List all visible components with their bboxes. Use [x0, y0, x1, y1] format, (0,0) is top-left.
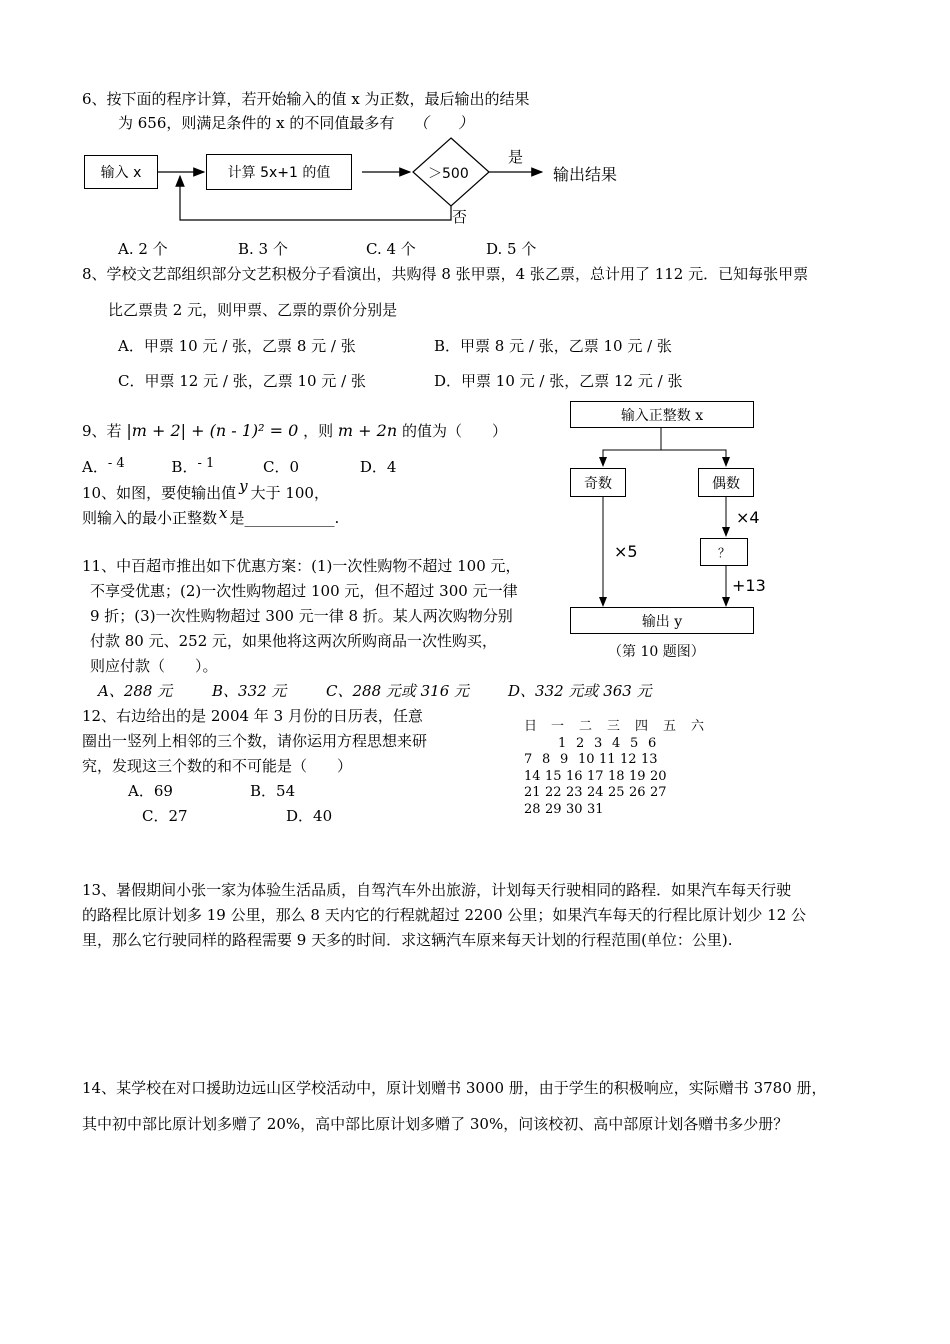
q9-prefix: 9、若: [82, 422, 122, 440]
q13-line1: 13、暑假期间小张一家为体验生活品质，自驾汽车外出旅游，计划每天行驶相同的路程．如果汽车每天行驶: [82, 881, 792, 899]
q8-line2: 比乙票贵 2 元，则甲票、乙票的票价分别是: [108, 301, 398, 319]
q8-option-b: B．甲票 8 元 / 张，乙票 10 元 / 张: [434, 337, 672, 355]
calendar-day: 9: [560, 752, 569, 767]
q6-flow-output-text: 输出结果: [553, 165, 618, 184]
q12-option-a: A．69: [128, 782, 173, 800]
calendar-header-sun: 日: [524, 719, 538, 734]
calendar-week-4: [524, 785, 719, 802]
q9-option-d: D．4: [359, 458, 397, 476]
q9-mid: ，则: [303, 422, 334, 440]
q10-line2-b: 是____________.: [229, 509, 340, 527]
calendar-day: 26: [629, 785, 646, 800]
calendar-day: 17: [587, 768, 604, 784]
calendar-day: 18: [608, 768, 625, 784]
q9-option-b-label: B．: [171, 458, 198, 476]
calendar-day: 28: [524, 801, 541, 817]
calendar-day: 21: [524, 785, 541, 800]
q10-arrow-to-even: [661, 450, 726, 466]
q6-flow-yes-label: 是: [508, 148, 524, 166]
q12-line3: 究，发现这三个数的和不可能是（ ）: [82, 757, 353, 775]
calendar-day: 6: [648, 735, 657, 751]
calendar-header-mon: 一: [551, 719, 565, 734]
q10-flow-odd-box: 奇数: [570, 468, 626, 497]
calendar-header-sat: 六: [691, 719, 705, 734]
q8-line1: 8、学校文艺部组织部分文艺积极分子看演出，共购得 8 张甲票，4 张乙票，总计用了 112 元．已知每张甲票: [82, 265, 809, 283]
calendar-week-5: [524, 802, 719, 819]
calendar-header-tue: 二: [579, 719, 593, 734]
q12-option-b: B．54: [250, 782, 296, 800]
q10-flow-unknown-box: ？: [700, 538, 748, 566]
q10-flow-output-box: 输出 y: [570, 607, 754, 634]
q8-option-d: D．甲票 10 元 / 张，乙票 12 元 / 张: [434, 372, 683, 390]
q10-line1-b: 大于 100，: [250, 484, 329, 502]
q10-flow-input-box: 输入正整数 x: [570, 401, 754, 428]
calendar-day: 24: [587, 785, 604, 800]
q9-option-c: C．0: [263, 458, 300, 476]
q10-flow-times5: ×5: [614, 542, 638, 561]
q11-option-d: D、332 元或 363 元: [508, 682, 652, 700]
calendar-day: 29: [545, 801, 562, 817]
q10-var-y: y: [239, 477, 248, 495]
q8-option-a: A．甲票 10 元 / 张，乙票 8 元 / 张: [118, 337, 356, 355]
calendar-day: 1: [558, 735, 567, 751]
q10-line1-a: 10、如图，要使输出值: [82, 484, 237, 502]
q9-option-a-label: A．: [82, 458, 108, 476]
q10-var-x: x: [219, 504, 228, 522]
q10-line2-a: 则输入的最小正整数: [82, 509, 218, 527]
q14-line1: 14、某学校在对口援助边远山区学校活动中，原计划赠书 3000 册，由于学生的积极响应，实际赠书 3780 册，: [82, 1079, 827, 1097]
q6-flow-compute-box: 计算 5x+1 的值: [206, 154, 352, 190]
calendar-header-row: [524, 719, 719, 736]
q10-flow-times4: ×4: [736, 508, 760, 527]
q11-option-c: C、288 元或 316 元: [326, 682, 470, 700]
q6-option-a: A. 2 个: [118, 240, 168, 258]
q10-arrow-to-odd: [603, 427, 661, 466]
calendar-header-wed: 三: [607, 719, 621, 734]
q12-option-d: D．40: [286, 807, 333, 825]
calendar-day: 30: [566, 801, 583, 817]
calendar-day: 10: [578, 752, 595, 767]
calendar-day: 13: [641, 752, 658, 767]
q9-suffix: 的值为（ ）: [401, 422, 507, 440]
calendar-day: 16: [566, 768, 583, 784]
q6-option-c: C. 4 个: [366, 240, 416, 258]
calendar-day: 27: [650, 785, 667, 800]
calendar-week-2: [524, 752, 719, 769]
q6-line1: 6、按下面的程序计算，若开始输入的值 x 为正数，最后输出的结果: [82, 90, 530, 108]
calendar-day: 23: [566, 785, 583, 800]
calendar-day: 19: [629, 768, 646, 784]
q11-option-b: B、332 元: [212, 682, 287, 700]
calendar-header-thu: 四: [635, 719, 649, 734]
q10-flow-plus13: +13: [732, 576, 766, 595]
calendar-day: 3: [594, 735, 603, 751]
q6-option-b: B. 3 个: [238, 240, 288, 258]
calendar-day: 20: [650, 768, 667, 784]
q8-option-c: C．甲票 12 元 / 张，乙票 10 元 / 张: [118, 372, 366, 390]
q9-expression: m + 2n: [337, 421, 398, 440]
q12-option-c: C．27: [142, 807, 188, 825]
q10-flow-even-box: 偶数: [698, 468, 754, 497]
q11-line5: 则应付款（ ）。: [90, 657, 218, 675]
calendar-day: 5: [630, 735, 639, 751]
q13-line2: 的路程比原计划多 19 公里，那么 8 天内它的行程就超过 2200 公里；如果汽车每天的行程比原计划少 12 公: [82, 906, 807, 924]
q9-option-b-value: - 1: [197, 456, 215, 471]
q11-line3: 9 折；(3)一次性购物超过 300 元一律 8 折。某人两次购物分别: [90, 607, 513, 625]
q6-flow-no-label: 否: [452, 208, 468, 226]
calendar-day: 12: [620, 752, 637, 767]
q6-answer-paren: （ ）: [413, 114, 474, 132]
q11-line4: 付款 80 元、252 元，如果他将这两次所购商品一次性购买，: [90, 632, 498, 650]
q11-option-a: A、288 元: [98, 682, 173, 700]
q11-line1: 11、中百超市推出如下优惠方案：(1)一次性购物不超过 100 元，: [82, 557, 521, 575]
calendar-header-fri: 五: [663, 719, 677, 734]
q11-line2: 不享受优惠；(2)一次性购物超过 100 元，但不超过 300 元一律: [90, 582, 518, 600]
q12-line2: 圈出一竖列上相邻的三个数，请你运用方程思想来研: [82, 732, 428, 750]
calendar-day: 22: [545, 785, 562, 800]
q14-line2: 其中初中部比原计划多赠了 20%，高中部比原计划多赠了 30%，问该校初、高中部原计划各赠书多少册？: [82, 1115, 789, 1133]
calendar-day: 7: [524, 752, 533, 767]
calendar-day: 15: [545, 768, 562, 784]
calendar-day: 11: [599, 752, 616, 767]
calendar-day: 31: [587, 801, 604, 817]
calendar-day: 14: [524, 768, 541, 784]
q10-figure-caption: （第 10 题图）: [608, 644, 705, 660]
q6-line2-text: 为 656，则满足条件的 x 的不同值最多有: [118, 114, 395, 132]
q9-option-a-value: - 4: [107, 456, 125, 471]
calendar-day: 4: [612, 735, 621, 751]
q6-flow-input-box: 输入 x: [84, 155, 158, 189]
q6-option-d: D. 5 个: [486, 240, 537, 258]
q12-line1: 12、右边给出的是 2004 年 3 月份的日历表，任意: [82, 707, 423, 725]
q12-calendar: [524, 719, 719, 818]
calendar-week-3: [524, 769, 719, 786]
calendar-week-1: [524, 736, 719, 753]
q6-flow-condition-text: ＞500: [428, 166, 469, 182]
calendar-day: 8: [542, 752, 551, 767]
calendar-day: 25: [608, 785, 625, 800]
calendar-day: 2: [576, 735, 585, 751]
q9-formula: |m + 2| + (n - 1)² = 0: [126, 421, 299, 440]
q13-line3: 里，那么它行驶同样的路程需要 9 天多的时间．求这辆汽车原来每天计划的行程范围(单位：公里).: [82, 931, 733, 949]
